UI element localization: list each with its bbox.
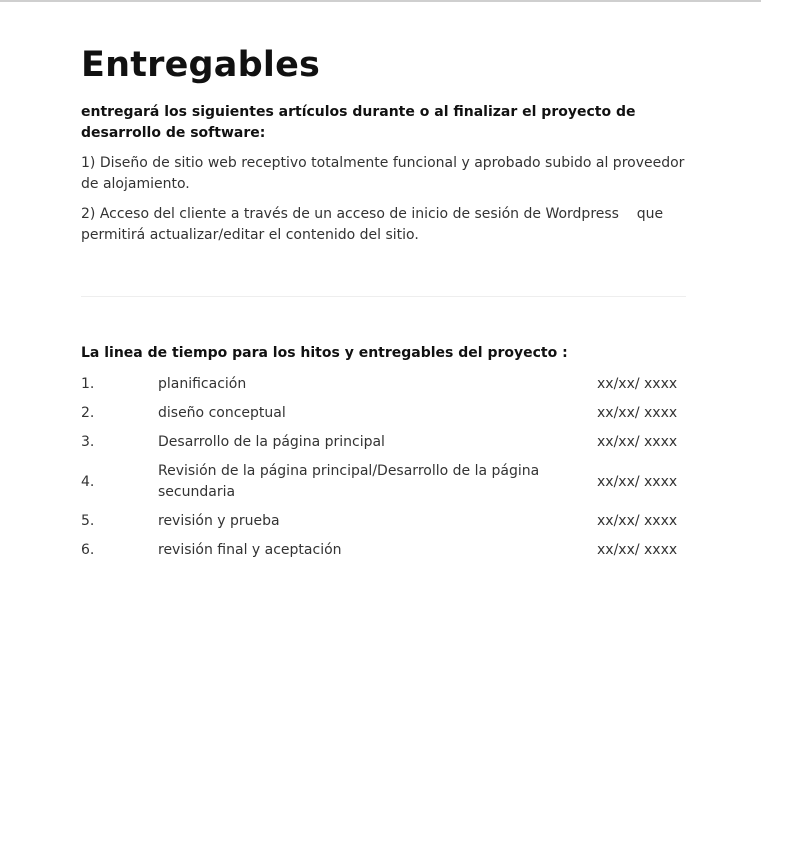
top-divider — [0, 0, 761, 2]
row-date: xx/xx/ xxxx — [597, 513, 678, 529]
row-task: Desarrollo de la página principal — [158, 434, 385, 450]
deliverable-item-2: 2) Acceso del cliente a través de un acceso de inicio de sesión de Wordpress que permitirá actualizar/editar el contenido del sitio. — [81, 206, 664, 243]
row-date: xx/xx/ xxxx — [597, 434, 678, 450]
row-task: planificación — [158, 376, 247, 392]
row-number: 5. — [81, 513, 95, 529]
row-task: diseño conceptual — [158, 405, 286, 421]
table-row — [81, 399, 686, 428]
row-date: xx/xx/ xxxx — [597, 542, 678, 558]
timeline-table — [81, 370, 686, 565]
intro-text: entregará los siguientes artículos durante o al finalizar el proyecto de desarrollo de software: — [81, 104, 636, 141]
table-row — [81, 428, 686, 457]
table-row — [81, 370, 686, 399]
timeline-title: La linea de tiempo para los hitos y entregables del proyecto : — [81, 345, 568, 361]
row-number: 3. — [81, 434, 95, 450]
document-body — [81, 40, 686, 565]
row-number: 4. — [81, 473, 95, 490]
page-title: Entregables — [81, 45, 321, 85]
row-date: xx/xx/ xxxx — [597, 405, 678, 421]
row-date: xx/xx/ xxxx — [597, 473, 678, 490]
table-row — [81, 457, 686, 507]
row-number: 1. — [81, 376, 95, 392]
table-row — [81, 536, 686, 565]
row-date: xx/xx/ xxxx — [597, 376, 678, 392]
row-number: 2. — [81, 405, 95, 421]
row-number: 6. — [81, 542, 95, 558]
table-row — [81, 507, 686, 536]
section-divider — [81, 296, 686, 297]
deliverable-item-1: 1) Diseño de sitio web receptivo totalmente funcional y aprobado subido al proveedor de alojamiento. — [81, 155, 685, 192]
row-task: Revisión de la página principal/Desarrollo de la página secundaria — [158, 463, 540, 500]
row-task: revisión final y aceptación — [158, 542, 342, 558]
row-task: revisión y prueba — [158, 513, 280, 529]
